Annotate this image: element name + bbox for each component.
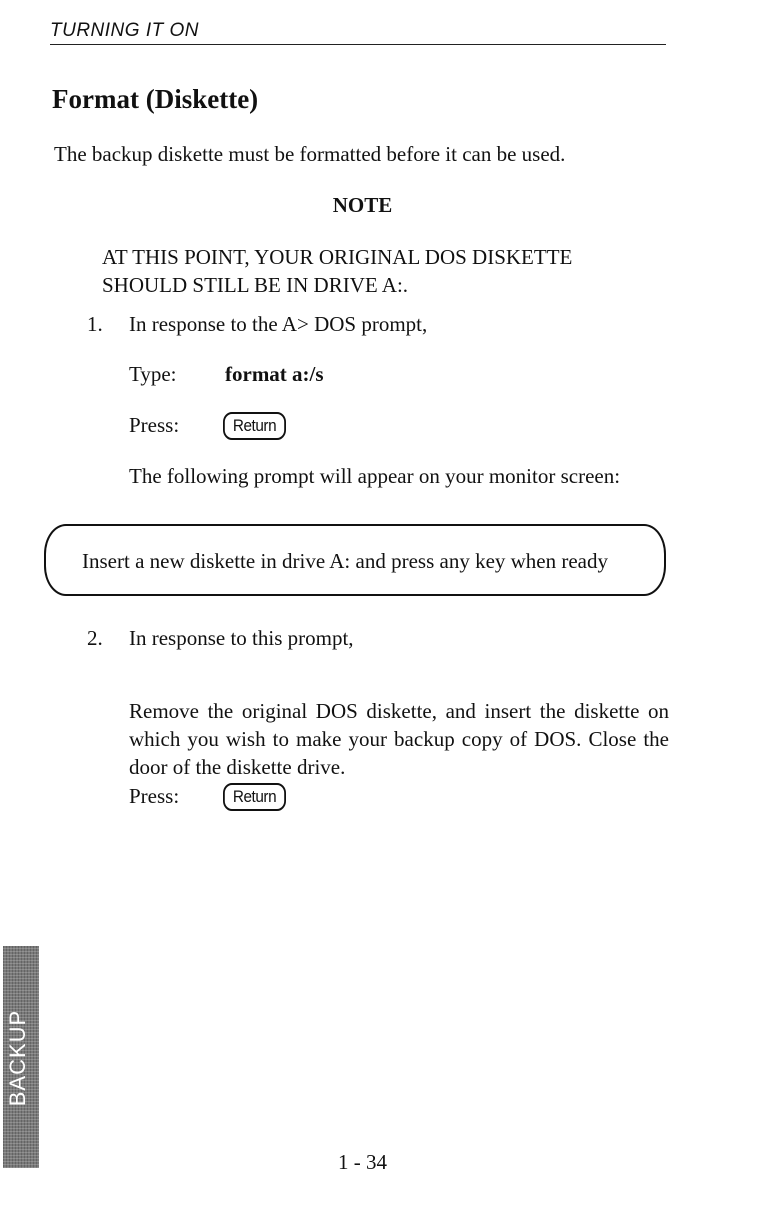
step-1-after-text: The following prompt will appear on your monitor screen:: [129, 464, 621, 488]
running-header: TURNING IT ON: [50, 20, 666, 45]
step-1-press-label: Press:: [129, 413, 180, 437]
step-1-command: format a:/s: [225, 362, 324, 386]
step-2-text: In response to this prompt,: [129, 626, 354, 650]
side-tab-label: BACKUP: [5, 1009, 30, 1107]
intro-paragraph: The backup diskette must be formatted before it can be used.: [54, 142, 566, 166]
screen-prompt-box: [44, 524, 666, 596]
note-line-2: SHOULD STILL BE IN DRIVE A:.: [102, 273, 409, 297]
step-2-press-label: Press:: [129, 784, 180, 808]
note-line-1: AT THIS POINT, YOUR ORIGINAL DOS DISKETTE: [102, 245, 573, 269]
step-1-type-label: Type:: [129, 362, 177, 386]
step-1-number: 1.: [87, 312, 103, 336]
step-1-text: In response to the A> DOS prompt,: [129, 312, 428, 336]
note-heading: NOTE: [332, 193, 393, 217]
screen-prompt-text: Insert a new diskette in drive A: and press any key when ready: [82, 549, 609, 573]
step-2-instruction: Remove the original DOS diskette, and insert the diskette on which you wish to make your backup copy of DOS. Close the door of the diskette drive.: [129, 699, 669, 779]
page-number: 1 - 34: [338, 1150, 387, 1174]
step-1-return-key: Return: [223, 412, 286, 440]
note-text: [102, 243, 662, 299]
step-2-number: 2.: [87, 626, 103, 650]
section-title: Format (Diskette): [52, 84, 259, 114]
step-2-return-key: Return: [223, 783, 286, 811]
